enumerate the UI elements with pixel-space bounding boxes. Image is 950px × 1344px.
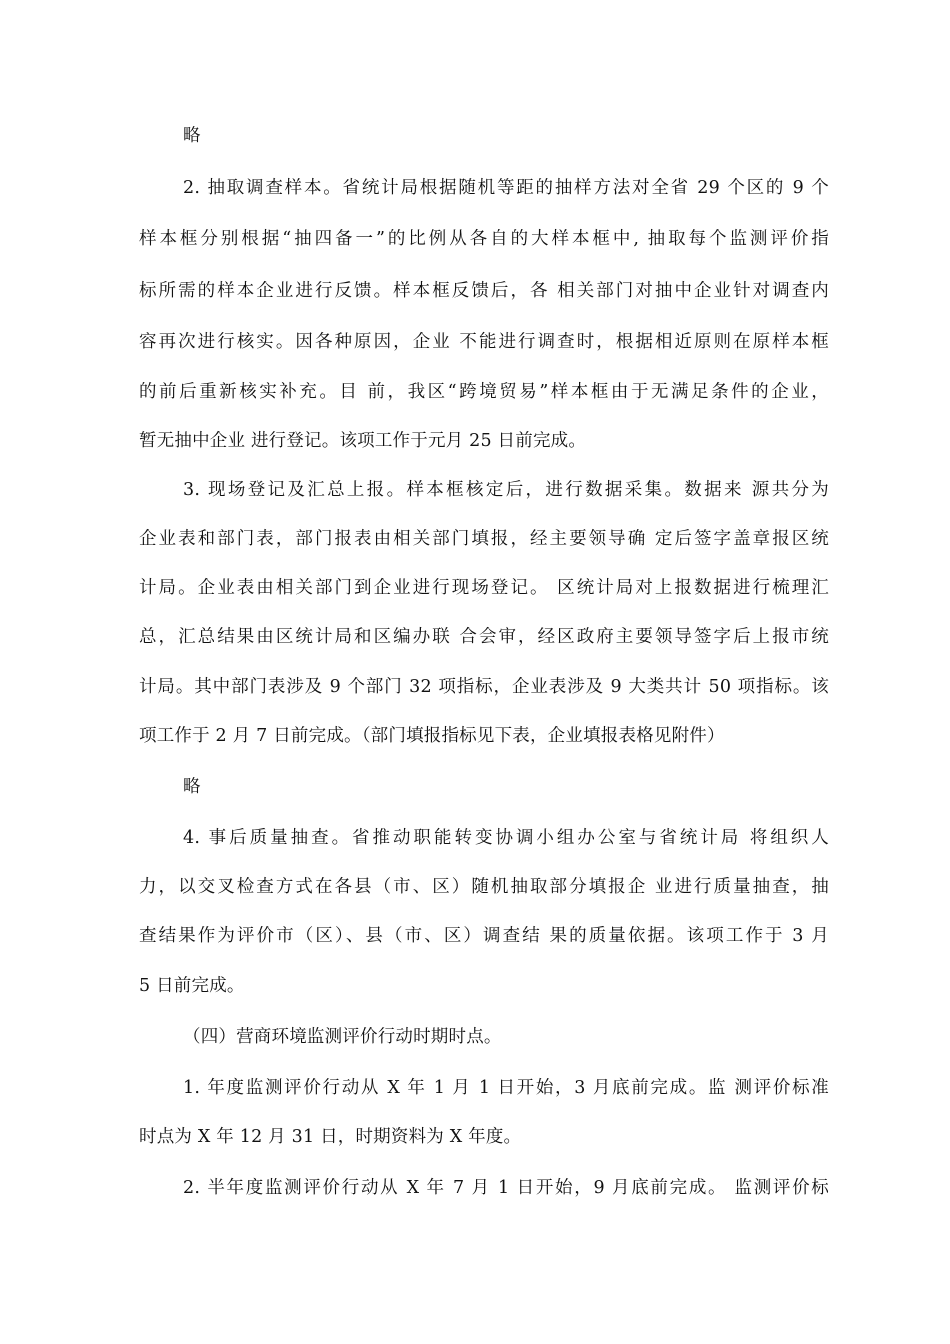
paragraph-2-line-5: 的前后重新核实补充。目 前，我区“跨境贸易”样本框由于无满足条件的企业， bbox=[139, 382, 829, 402]
item-1-line-2: 时点为 X 年 12 月 31 日，时期资料为 X 年度。 bbox=[139, 1127, 522, 1147]
paragraph-3-line-3: 计局。企业表由相关部门到企业进行现场登记。 区统计局对上报数据进行梳理汇 bbox=[139, 578, 829, 598]
paragraph-3-line-2: 企业表和部门表，部门报表由相关部门填报，经主要领导确 定后签字盖章报区统 bbox=[139, 529, 829, 549]
paragraph-4-line-1: 4. 事后质量抽查。省推动职能转变协调小组办公室与省统计局 将组织人 bbox=[183, 828, 829, 848]
paragraph-2-line-4: 容再次进行核实。因各种原因，企业 不能进行调查时，根据相近原则在原样本框 bbox=[139, 332, 829, 352]
paragraph-2-line-6: 暂无抽中企业 进行登记。该项工作于元月 25 日前完成。 bbox=[139, 431, 587, 451]
paragraph-4-line-2: 力，以交叉检查方式在各县（市、区）随机抽取部分填报企 业进行质量抽查，抽 bbox=[139, 877, 829, 897]
paragraph-2-line-1: 2. 抽取调查样本。省统计局根据随机等距的抽样方法对全省 29 个区的 9 个 bbox=[183, 178, 829, 198]
text-line-omitted-2: 略 bbox=[183, 777, 201, 797]
paragraph-2-line-2: 样本框分别根据“抽四备一”的比例从各自的大样本框中, 抽取每个监测评价指 bbox=[139, 229, 829, 249]
paragraph-3-line-5: 计局。其中部门表涉及 9 个部门 32 项指标，企业表涉及 9 大类共计 50 项指标。该 bbox=[139, 677, 829, 697]
item-2-line-1: 2. 半年度监测评价行动从 X 年 7 月 1 日开始，9 月底前完成。 监测评价标 bbox=[183, 1178, 829, 1198]
paragraph-3-line-6: 项工作于 2 月 7 日前完成。（部门填报指标见下表，企业填报表格见附件） bbox=[139, 726, 725, 746]
text-line-omitted: 略 bbox=[183, 126, 201, 146]
item-1-line-1: 1. 年度监测评价行动从 X 年 1 月 1 日开始，3 月底前完成。监 测评价标准 bbox=[183, 1078, 829, 1098]
paragraph-3-line-4: 总，汇总结果由区统计局和区编办联 合会审，经区政府主要领导签字后上报市统 bbox=[139, 627, 829, 647]
paragraph-3-line-1: 3. 现场登记及汇总上报。样本框核定后，进行数据采集。数据来 源共分为 bbox=[183, 480, 829, 500]
section-heading-4: （四）营商环境监测评价行动时期时点。 bbox=[183, 1027, 502, 1047]
paragraph-4-line-4: 5 日前完成。 bbox=[139, 976, 245, 996]
paragraph-2-line-3: 标所需的样本企业进行反馈。样本框反馈后，各 相关部门对抽中企业针对调查内 bbox=[139, 281, 829, 301]
paragraph-4-line-3: 查结果作为评价市（区）、县（市、区）调查结 果的质量依据。该项工作于 3 月 bbox=[139, 926, 829, 946]
